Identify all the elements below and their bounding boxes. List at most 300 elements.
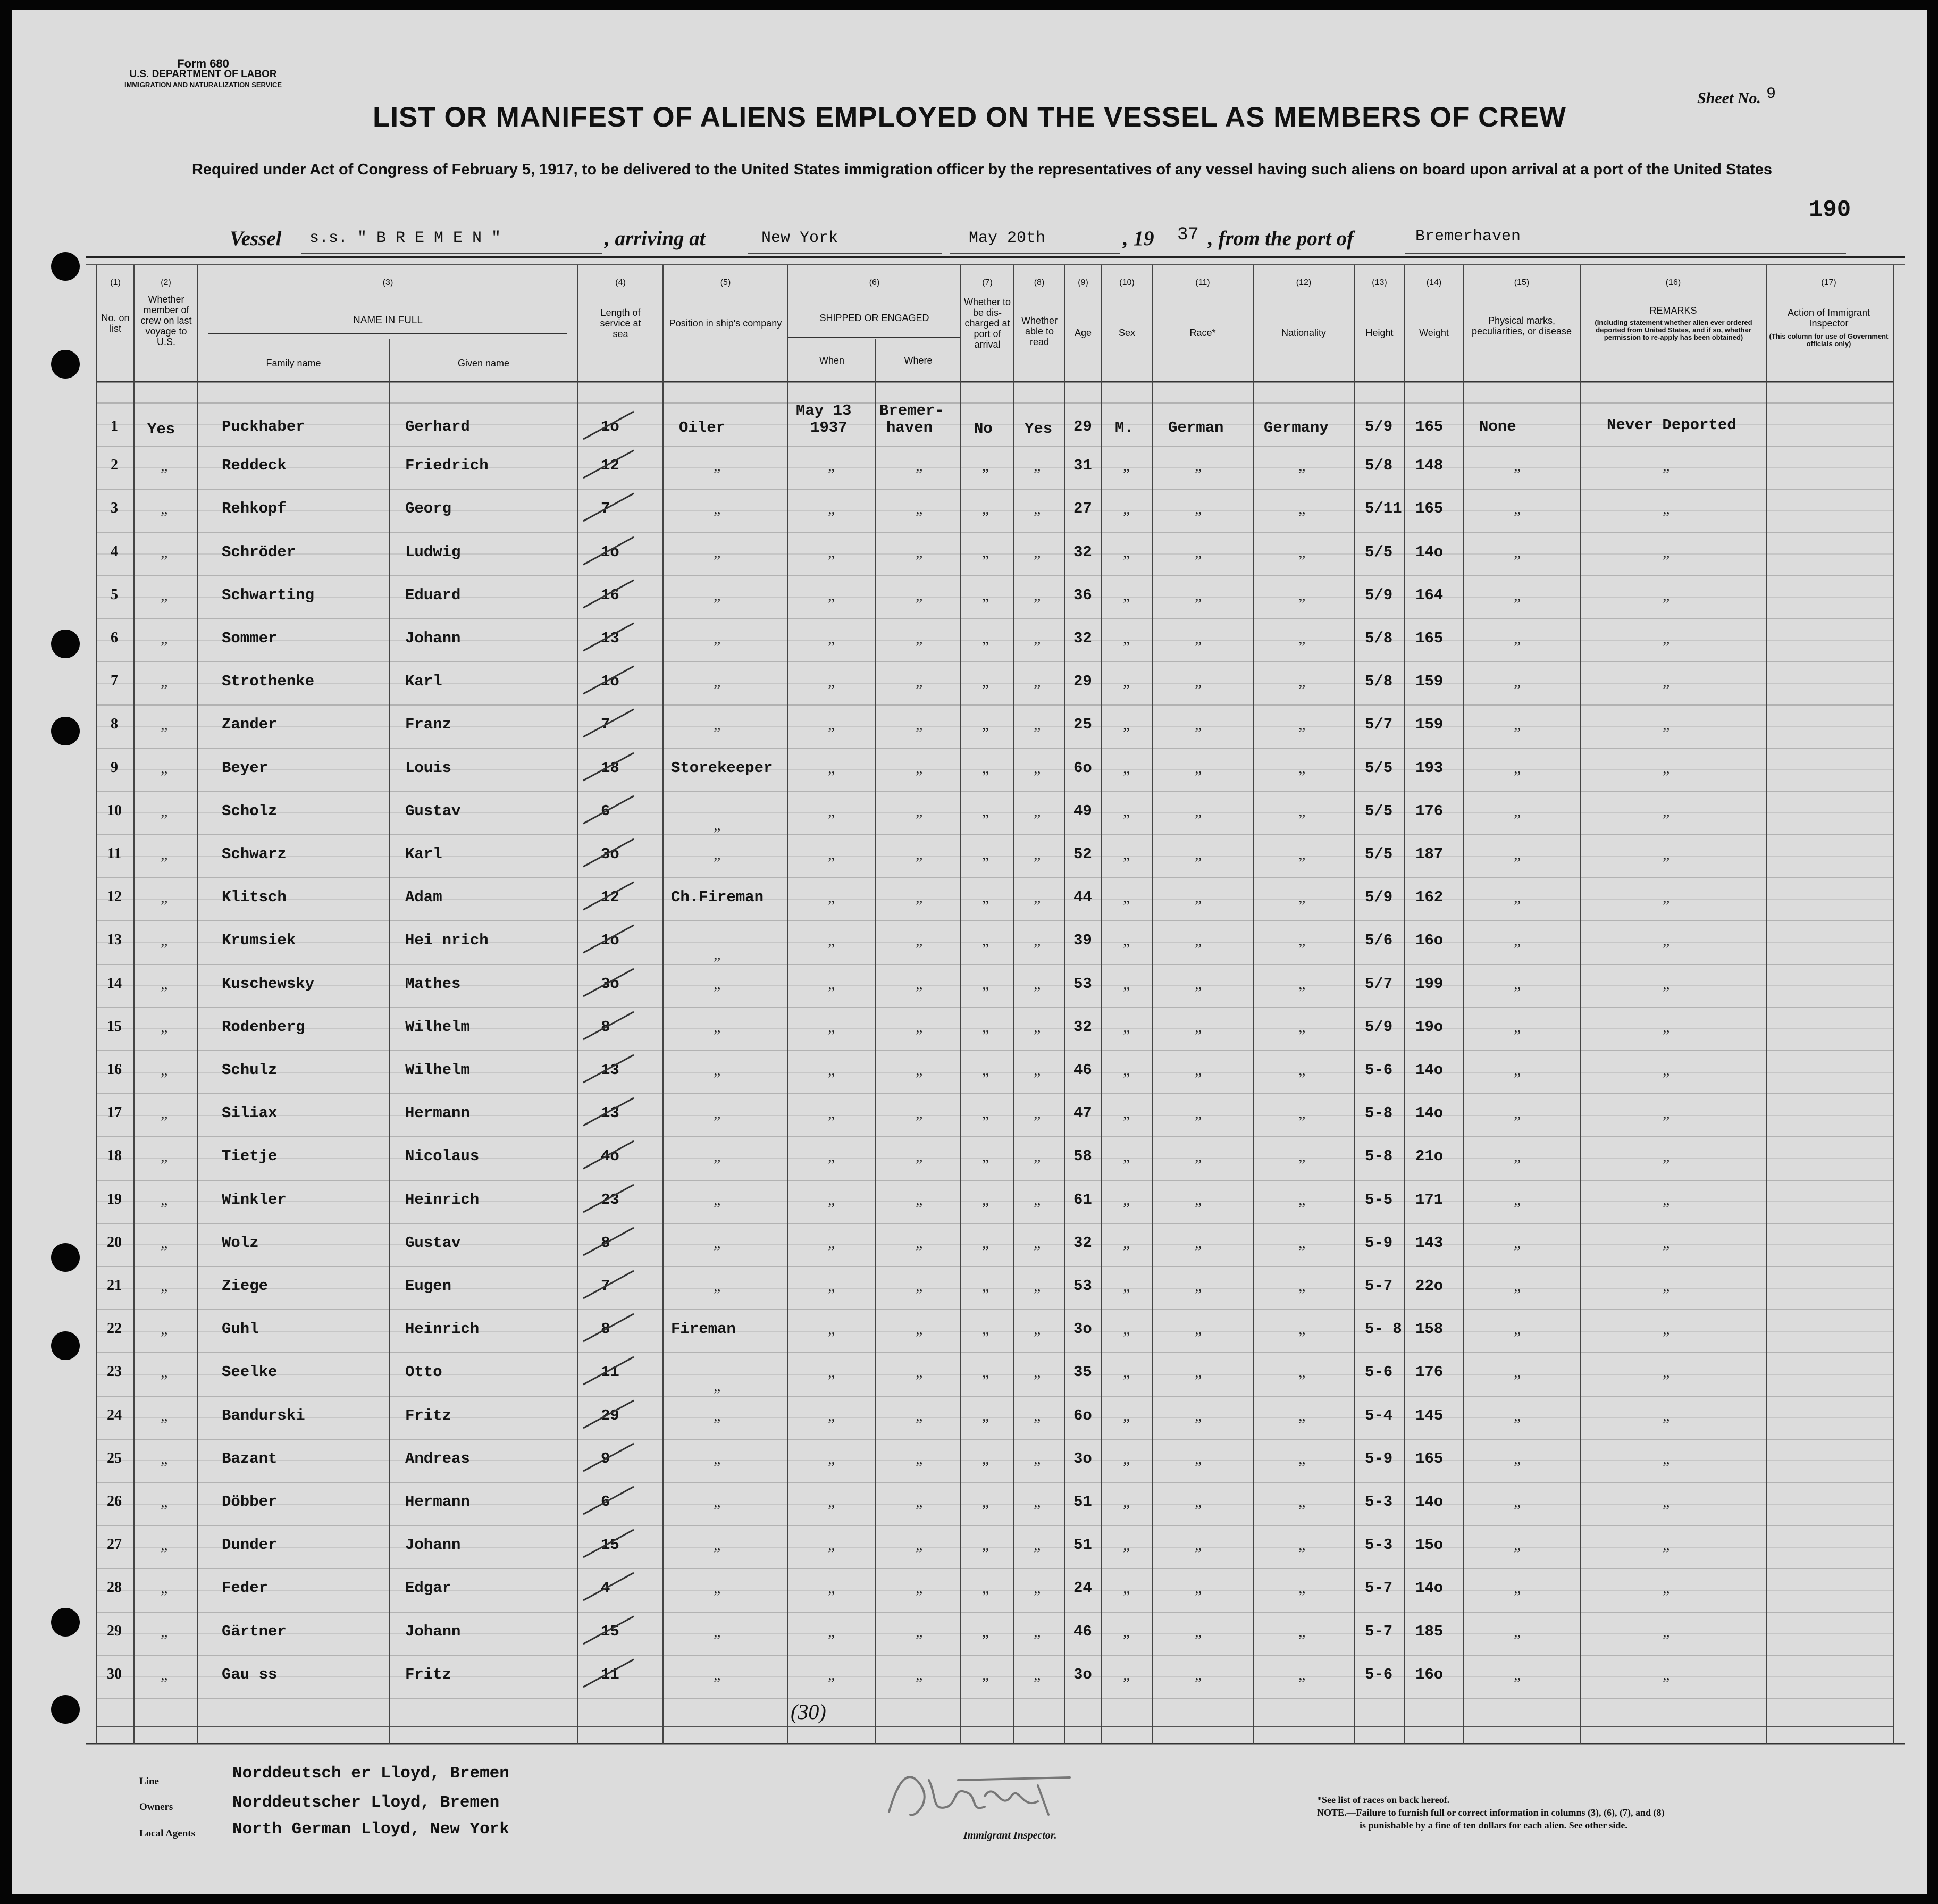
ditto-mark: „ xyxy=(916,1234,923,1252)
height-cell: 5-6 xyxy=(1365,1061,1393,1079)
ditto-mark: „ xyxy=(1514,1536,1521,1554)
family-name-cell: Wolz xyxy=(222,1234,259,1252)
ditto-mark: „ xyxy=(1123,1665,1130,1683)
age-cell: 29 xyxy=(1073,673,1092,691)
height-cell: 5-8 xyxy=(1365,1104,1393,1122)
ditto-mark: „ xyxy=(1514,975,1521,993)
ditto-mark: „ xyxy=(982,975,989,993)
ditto-mark: „ xyxy=(982,543,989,561)
ditto-mark: „ xyxy=(161,759,168,777)
ditto-mark: „ xyxy=(1034,1190,1041,1209)
ditto-mark: „ xyxy=(1298,1622,1306,1640)
ditto-mark: „ xyxy=(828,1493,835,1511)
ditto-mark: „ xyxy=(1034,1104,1041,1122)
ditto-mark: „ xyxy=(714,457,721,475)
service-check-mark xyxy=(578,445,642,482)
ditto-mark: „ xyxy=(828,759,835,777)
family-name-cell: Rehkopf xyxy=(222,500,287,518)
row-number: 17 xyxy=(107,1104,122,1121)
service-check-mark xyxy=(578,1395,642,1432)
weight-cell: 164 xyxy=(1415,586,1444,604)
ditto-mark: „ xyxy=(828,1406,835,1424)
height-cell: 5-7 xyxy=(1365,1277,1393,1295)
height-cell: 5-3 xyxy=(1365,1493,1393,1511)
ditto-mark: „ xyxy=(1034,1622,1041,1640)
ditto-mark: „ xyxy=(1034,1277,1041,1295)
ditto-mark: „ xyxy=(828,673,835,691)
ditto-mark: „ xyxy=(828,457,835,475)
ditto-mark: „ xyxy=(1195,932,1202,950)
ditto-mark: „ xyxy=(1514,1665,1521,1683)
service-check-mark xyxy=(578,1179,642,1217)
given-name-cell: Gustav xyxy=(405,1234,461,1252)
ditto-mark: „ xyxy=(1195,1622,1202,1640)
ditto-mark: „ xyxy=(161,975,168,993)
ditto-mark: „ xyxy=(1514,1018,1521,1036)
ditto-mark: „ xyxy=(1514,1363,1521,1381)
service-cell: 8 xyxy=(601,1234,610,1252)
ditto-mark: „ xyxy=(1195,1579,1202,1597)
ditto-mark: „ xyxy=(828,1579,835,1597)
row-number: 30 xyxy=(107,1665,122,1682)
ditto-mark: „ xyxy=(1298,1665,1306,1683)
height-cell: 5/5 xyxy=(1365,759,1393,777)
col17-num: (17) xyxy=(1821,278,1836,287)
row-number: 7 xyxy=(111,673,118,690)
ditto-mark: „ xyxy=(982,1493,989,1511)
age-cell: 36 xyxy=(1073,586,1092,604)
ditto-mark: „ xyxy=(714,1377,721,1395)
ditto-mark: „ xyxy=(1298,1449,1306,1467)
age-cell: 32 xyxy=(1073,543,1092,561)
ditto-mark: „ xyxy=(982,759,989,777)
weight-cell: 162 xyxy=(1415,888,1444,907)
col2-num: (2) xyxy=(161,278,171,287)
col5-label: Position in ship's company xyxy=(669,318,782,329)
vessel-label: Vessel xyxy=(230,227,282,250)
ditto-mark: „ xyxy=(1663,716,1670,734)
weight-cell: 176 xyxy=(1415,802,1444,820)
ditto-mark: „ xyxy=(1123,1493,1130,1511)
manifest-sheet xyxy=(12,10,1927,1894)
ditto-mark: „ xyxy=(1514,630,1521,647)
remarks-cell: Never Deported xyxy=(1607,416,1736,434)
weight-cell: 143 xyxy=(1415,1234,1444,1252)
service-check-mark xyxy=(578,1481,642,1519)
service-cell: 11 xyxy=(601,1665,619,1683)
owners-value: Norddeutscher Lloyd, Bremen xyxy=(232,1793,500,1812)
family-name-cell: Bazant xyxy=(222,1449,278,1467)
ditto-mark: „ xyxy=(1298,457,1306,475)
total-annotation: (30) xyxy=(791,1700,826,1724)
inspector-signature xyxy=(878,1764,1080,1828)
sex-cell: M. xyxy=(1115,419,1134,437)
ditto-mark: „ xyxy=(1663,1406,1670,1424)
ditto-mark: „ xyxy=(1034,586,1041,604)
family-name-cell: Gärtner xyxy=(222,1622,287,1640)
ditto-mark: „ xyxy=(1123,457,1130,475)
ditto-mark: „ xyxy=(1195,1320,1202,1338)
inspector-label: Immigrant Inspector. xyxy=(963,1830,1057,1841)
ditto-mark: „ xyxy=(1123,1147,1130,1165)
col15-num: (15) xyxy=(1514,278,1530,287)
ditto-mark: „ xyxy=(1298,1234,1306,1252)
service-cell: 13 xyxy=(601,1104,619,1122)
family-name-cell: Krumsiek xyxy=(222,932,296,950)
col4-label: Length of service at sea xyxy=(600,307,641,339)
ditto-mark: „ xyxy=(161,845,168,863)
ditto-mark: „ xyxy=(161,1190,168,1209)
ditto-mark: „ xyxy=(982,1104,989,1122)
ditto-mark: „ xyxy=(1123,1277,1130,1295)
ditto-mark: „ xyxy=(1514,1406,1521,1424)
ditto-mark: „ xyxy=(916,1449,923,1467)
nationality-cell: Germany xyxy=(1264,419,1329,437)
ditto-mark: „ xyxy=(828,975,835,993)
ditto-mark: „ xyxy=(982,1449,989,1467)
line-label: Line xyxy=(139,1776,159,1787)
ditto-mark: „ xyxy=(1034,1061,1041,1079)
service-check-mark xyxy=(578,1567,642,1605)
ditto-mark: „ xyxy=(1663,500,1670,518)
height-cell: 5/8 xyxy=(1365,630,1393,647)
height-cell: 5- 8 xyxy=(1365,1320,1402,1338)
age-cell: 46 xyxy=(1073,1061,1092,1079)
service-check-mark xyxy=(578,488,642,525)
ditto-mark: „ xyxy=(1514,1147,1521,1165)
ditto-mark: „ xyxy=(1195,975,1202,993)
family-name-cell: Strothenke xyxy=(222,673,315,691)
row-number: 11 xyxy=(107,845,122,862)
ditto-mark: „ xyxy=(982,1363,989,1381)
given-name-cell: Karl xyxy=(405,673,442,691)
col1-num: (1) xyxy=(110,278,121,287)
ditto-mark: „ xyxy=(828,888,835,907)
age-cell: 39 xyxy=(1073,932,1092,950)
ditto-mark: „ xyxy=(916,759,923,777)
ditto-mark: „ xyxy=(714,1147,721,1165)
family-name-cell: Schröder xyxy=(222,543,296,561)
age-cell: 46 xyxy=(1073,1622,1092,1640)
ditto-mark: „ xyxy=(714,543,721,561)
ditto-mark: „ xyxy=(916,1104,923,1122)
ditto-mark: „ xyxy=(1123,1536,1130,1554)
ditto-mark: „ xyxy=(916,1018,923,1036)
service-check-mark xyxy=(578,834,642,871)
ditto-mark: „ xyxy=(1034,845,1041,863)
ditto-mark: „ xyxy=(1034,932,1041,950)
weight-cell: 165 xyxy=(1415,630,1444,647)
ditto-mark: „ xyxy=(1514,543,1521,561)
ditto-mark: „ xyxy=(916,1147,923,1165)
ditto-mark: „ xyxy=(1123,716,1130,734)
row-number: 2 xyxy=(111,457,118,474)
ditto-mark: „ xyxy=(916,1622,923,1640)
col9-num: (9) xyxy=(1078,278,1088,287)
given-name-cell: Edgar xyxy=(405,1579,452,1597)
ditto-mark: „ xyxy=(1195,802,1202,820)
ditto-mark: „ xyxy=(1663,630,1670,647)
shipped-where: haven xyxy=(886,419,933,437)
ditto-mark: „ xyxy=(1195,759,1202,777)
ditto-mark: „ xyxy=(161,586,168,604)
service-cell: 7 xyxy=(601,1277,610,1295)
age-cell: 58 xyxy=(1073,1147,1092,1165)
service-check-mark xyxy=(578,1006,642,1044)
ditto-mark: „ xyxy=(1123,888,1130,907)
ditto-mark: „ xyxy=(982,802,989,820)
ditto-mark: „ xyxy=(828,543,835,561)
ditto-mark: „ xyxy=(916,1363,923,1381)
given-name-cell: Nicolaus xyxy=(405,1147,480,1165)
service-cell: 1o xyxy=(601,543,619,561)
service-check-mark xyxy=(578,877,642,914)
ditto-mark: „ xyxy=(1123,759,1130,777)
family-name-cell: Klitsch xyxy=(222,888,287,907)
ditto-mark: „ xyxy=(1123,975,1130,993)
ditto-mark: „ xyxy=(1123,500,1130,518)
agents-label: Local Agents xyxy=(139,1828,196,1839)
family-name-cell: Puckhaber xyxy=(222,418,305,435)
row-number: 21 xyxy=(107,1277,122,1294)
ditto-mark: „ xyxy=(1123,1061,1130,1079)
ditto-mark: „ xyxy=(161,802,168,820)
height-cell: 5/9 xyxy=(1365,586,1393,604)
height-cell: 5-7 xyxy=(1365,1579,1393,1597)
ditto-mark: „ xyxy=(982,1406,989,1424)
service-check-mark xyxy=(578,920,642,957)
ditto-mark: „ xyxy=(1663,1320,1670,1338)
service-check-mark xyxy=(578,1438,642,1475)
ditto-mark: „ xyxy=(828,845,835,863)
service-check-mark xyxy=(578,1524,642,1562)
ditto-mark: „ xyxy=(982,1622,989,1640)
shipped-where: Bremer- xyxy=(879,402,944,420)
ditto-mark: „ xyxy=(1034,457,1041,475)
col4-num: (4) xyxy=(615,278,626,287)
owners-label: Owners xyxy=(139,1801,173,1813)
weight-cell: 165 xyxy=(1415,500,1444,518)
ditto-mark: „ xyxy=(1123,1406,1130,1424)
ditto-mark: „ xyxy=(1663,932,1670,950)
col3-num: (3) xyxy=(382,278,393,287)
ditto-mark: „ xyxy=(916,1665,923,1683)
row-number: 16 xyxy=(107,1061,122,1078)
ditto-mark: „ xyxy=(714,673,721,691)
arrival-date: May 20th xyxy=(969,229,1046,247)
service-check-mark xyxy=(578,532,642,569)
weight-cell: 165 xyxy=(1415,1449,1444,1467)
service-cell: 13 xyxy=(601,630,619,647)
ditto-mark: „ xyxy=(1298,543,1306,561)
ditto-mark: „ xyxy=(1298,1190,1306,1209)
ditto-mark: „ xyxy=(1514,500,1521,518)
given-name-cell: Hei nrich xyxy=(405,932,489,950)
service-check-mark xyxy=(578,1136,642,1173)
ditto-mark: „ xyxy=(1298,1406,1306,1424)
row-number: 27 xyxy=(107,1536,122,1553)
service-check-mark xyxy=(578,748,642,785)
row-number: 9 xyxy=(111,759,118,776)
weight-cell: 199 xyxy=(1415,975,1444,993)
ditto-mark: „ xyxy=(1663,1061,1670,1079)
ditto-mark: „ xyxy=(982,1536,989,1554)
col1-label: No. on list xyxy=(101,313,130,334)
service-cell: 6 xyxy=(601,802,610,820)
ditto-mark: „ xyxy=(1514,1449,1521,1467)
ditto-mark: „ xyxy=(1034,1406,1041,1424)
sheet-number-label: Sheet No. xyxy=(1697,89,1761,107)
col7-label: Whether to be dis-charged at port of arrival xyxy=(963,297,1011,350)
ditto-mark: „ xyxy=(1514,716,1521,734)
age-cell: 35 xyxy=(1073,1363,1092,1381)
from-port: Bremerhaven xyxy=(1415,228,1521,246)
ditto-mark: „ xyxy=(161,1234,168,1252)
service-cell: 6 xyxy=(601,1493,610,1511)
weight-cell: 187 xyxy=(1415,845,1444,863)
service-check-mark xyxy=(578,1265,642,1303)
ditto-mark: „ xyxy=(1663,845,1670,863)
ditto-mark: „ xyxy=(828,500,835,518)
ditto-mark: „ xyxy=(828,630,835,647)
age-cell: 49 xyxy=(1073,802,1092,820)
form-department: U.S. DEPARTMENT OF LABOR xyxy=(129,69,277,80)
age-cell: 51 xyxy=(1073,1493,1092,1511)
ditto-mark: „ xyxy=(1034,1579,1041,1597)
ditto-mark: „ xyxy=(1195,1493,1202,1511)
family-name-cell: Feder xyxy=(222,1579,269,1597)
ditto-mark: „ xyxy=(714,1493,721,1511)
ditto-mark: „ xyxy=(982,845,989,863)
service-check-mark xyxy=(578,661,642,698)
col10-label: Sex xyxy=(1118,328,1136,338)
ditto-mark: „ xyxy=(1514,1622,1521,1640)
age-cell: 24 xyxy=(1073,1579,1092,1597)
age-cell: 32 xyxy=(1073,1018,1092,1036)
ditto-mark: „ xyxy=(714,1665,721,1683)
age-cell: 61 xyxy=(1073,1190,1092,1209)
height-cell: 5/8 xyxy=(1365,673,1393,691)
ditto-mark: „ xyxy=(1034,759,1041,777)
ditto-mark: „ xyxy=(982,1277,989,1295)
ditto-mark: „ xyxy=(714,1536,721,1554)
ditto-mark: „ xyxy=(161,1536,168,1554)
row-number: 13 xyxy=(107,932,122,949)
ditto-mark: „ xyxy=(1034,1018,1041,1036)
ditto-mark: „ xyxy=(714,1622,721,1640)
col12-label: Nationality xyxy=(1281,328,1327,338)
ditto-mark: „ xyxy=(1195,586,1202,604)
weight-cell: 158 xyxy=(1415,1320,1444,1338)
ditto-mark: „ xyxy=(161,1277,168,1295)
ditto-mark: „ xyxy=(1123,1449,1130,1467)
ditto-mark: „ xyxy=(916,888,923,907)
service-cell: 7 xyxy=(601,500,610,518)
ditto-mark: „ xyxy=(714,586,721,604)
ditto-mark: „ xyxy=(828,1363,835,1381)
penalty-note: NOTE.—Failure to furnish full or correct information in columns (3), (6), (7), and (8) xyxy=(1317,1807,1665,1818)
age-cell: 3o xyxy=(1073,1449,1092,1467)
col15-label: Physical marks, peculiarities, or disease xyxy=(1471,315,1572,337)
age-cell: 52 xyxy=(1073,845,1092,863)
shipped-when: 1937 xyxy=(810,419,848,437)
ditto-mark: „ xyxy=(1195,1406,1202,1424)
ditto-mark: „ xyxy=(1195,1234,1202,1252)
ditto-mark: „ xyxy=(714,1234,721,1252)
weight-cell: 185 xyxy=(1415,1622,1444,1640)
family-name-cell: Bandurski xyxy=(222,1406,305,1424)
ditto-mark: „ xyxy=(161,1493,168,1511)
col3-given: Given name xyxy=(457,358,510,368)
ditto-mark: „ xyxy=(714,1449,721,1467)
service-cell: 18 xyxy=(601,759,619,777)
weight-cell: 22o xyxy=(1415,1277,1444,1295)
weight-cell: 16o xyxy=(1415,932,1444,950)
position-cell: Ch.Fireman xyxy=(671,888,764,907)
row-number: 10 xyxy=(107,802,122,819)
col8-label: Whether able to read xyxy=(1021,315,1058,347)
ditto-mark: „ xyxy=(1123,586,1130,604)
ditto-mark: „ xyxy=(1514,457,1521,475)
ditto-mark: „ xyxy=(1034,802,1041,820)
weight-cell: 148 xyxy=(1415,457,1444,475)
service-cell: 8 xyxy=(601,1320,610,1338)
ditto-mark: „ xyxy=(1195,1277,1202,1295)
service-cell: 11 xyxy=(601,1363,619,1381)
given-name-cell: Fritz xyxy=(405,1406,452,1424)
ditto-mark: „ xyxy=(1298,1104,1306,1122)
ditto-mark: „ xyxy=(161,543,168,561)
ditto-mark: „ xyxy=(1298,759,1306,777)
col10-num: (10) xyxy=(1119,278,1135,287)
row-number: 8 xyxy=(111,716,118,733)
ditto-mark: „ xyxy=(161,1104,168,1122)
row-number: 25 xyxy=(107,1449,122,1466)
ditto-mark: „ xyxy=(1034,630,1041,647)
ditto-mark: „ xyxy=(1195,1190,1202,1209)
ditto-mark: „ xyxy=(1663,1018,1670,1036)
service-cell: 29 xyxy=(601,1406,619,1424)
ditto-mark: „ xyxy=(916,802,923,820)
weight-cell: 14o xyxy=(1415,1493,1444,1511)
row-number: 14 xyxy=(107,975,122,992)
ditto-mark: „ xyxy=(1298,1493,1306,1511)
ditto-mark: „ xyxy=(1663,457,1670,475)
ditto-mark: „ xyxy=(161,1579,168,1597)
ditto-mark: „ xyxy=(161,457,168,475)
height-cell: 5/9 xyxy=(1365,1018,1393,1036)
row-number: 26 xyxy=(107,1493,122,1509)
row-number: 6 xyxy=(111,630,118,646)
family-name-cell: Rodenberg xyxy=(222,1018,305,1036)
ditto-mark: „ xyxy=(161,1147,168,1165)
ditto-mark: „ xyxy=(1195,1665,1202,1683)
service-check-mark xyxy=(578,406,642,443)
ditto-mark: „ xyxy=(1123,1104,1130,1122)
ditto-mark: „ xyxy=(714,500,721,518)
ditto-mark: „ xyxy=(828,1622,835,1640)
ditto-mark: „ xyxy=(1123,1320,1130,1338)
ditto-mark: „ xyxy=(161,1449,168,1467)
col11-label: Race* xyxy=(1189,328,1216,338)
age-cell: 31 xyxy=(1073,457,1092,475)
family-name-cell: Kuschewsky xyxy=(222,975,315,993)
age-cell: 3o xyxy=(1073,1665,1092,1683)
family-name-cell: Schwarz xyxy=(222,845,287,863)
ditto-mark: „ xyxy=(982,1579,989,1597)
ditto-mark: „ xyxy=(714,1061,721,1079)
ditto-mark: „ xyxy=(1034,716,1041,734)
